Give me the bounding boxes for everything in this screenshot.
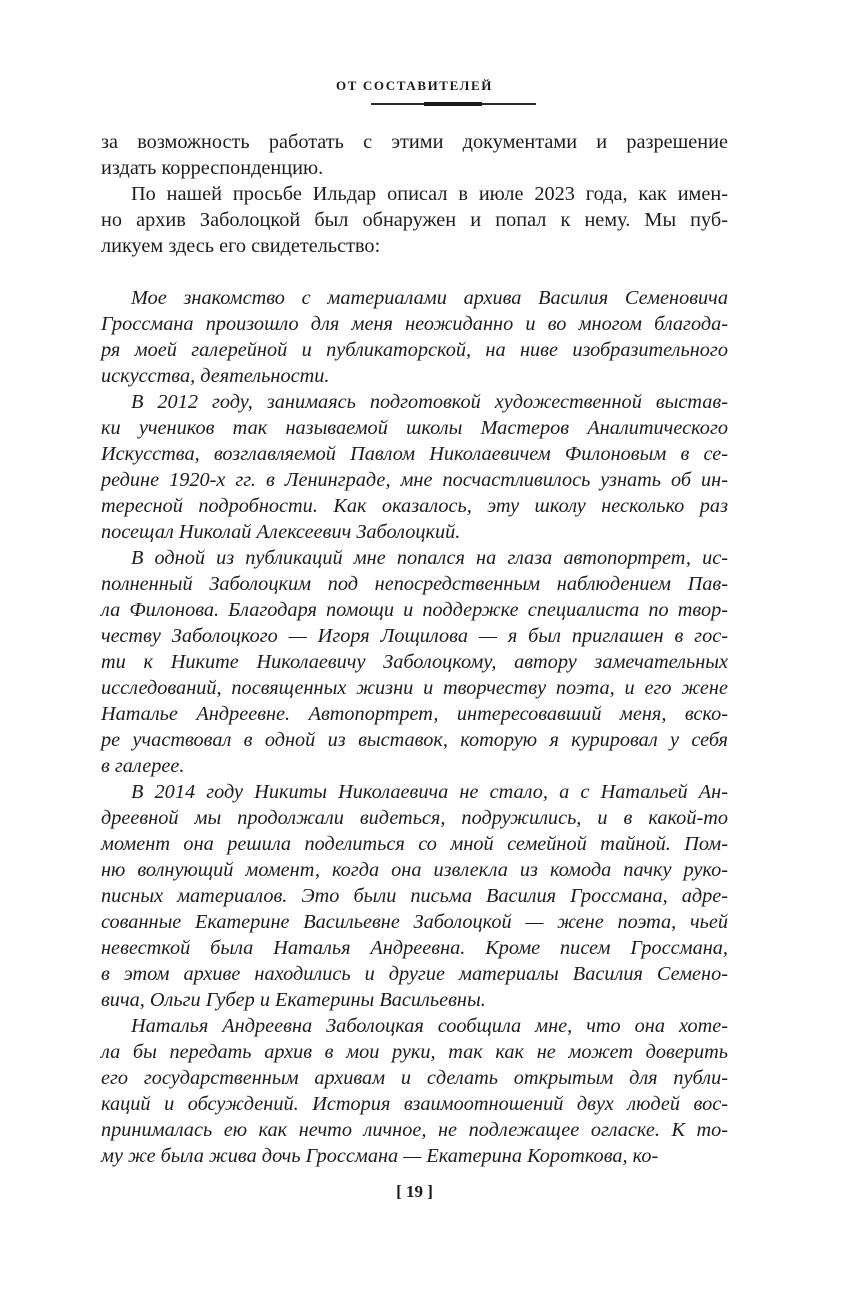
text-line: но архив Заболоцкой был обнаружен и попал к нему. Мы пуб- — [101, 209, 728, 231]
text-line: в этом архиве находились и другие материалы Василия Семено- — [101, 963, 728, 985]
page-body — [101, 129, 728, 1169]
text-line: писных материалов. Это были письма Василия Гроссмана, адре- — [101, 885, 728, 907]
text-line: В 2012 году, занимаясь подготовкой художественной выстав- — [131, 391, 728, 413]
text-line: издать корреспонденцию. — [101, 157, 324, 179]
text-line: В одной из публикаций мне попался на глаза автопортрет, ис- — [131, 547, 728, 569]
text-line: тересной подробности. Как оказалось, эту школу несколько раз — [101, 495, 728, 517]
section-gap — [101, 259, 728, 285]
text-line: искусства, деятельности. — [101, 365, 330, 387]
running-head: ОТ СОСТАВИТЕЛЕЙ — [336, 78, 493, 93]
text-line: ки учеников так называемой школы Мастеров Аналитического — [101, 417, 728, 439]
intro-text — [101, 129, 728, 259]
text-line: момент она решила поделиться со мной семейной тайной. Пом- — [101, 833, 728, 855]
text-line: В 2014 году Никиты Николаевича не стало, а с Натальей Ан- — [131, 781, 728, 803]
paragraph — [101, 129, 728, 181]
text-line: Наталья Андреевна Заболоцкая сообщила мне, что она хоте- — [131, 1015, 728, 1037]
header-rule-divider — [371, 103, 536, 105]
text-line: принималась ею как нечто личное, не подлежащее огласке. К то- — [101, 1119, 728, 1141]
paragraph — [101, 285, 728, 389]
text-line: ликуем здесь его свидетельство: — [101, 235, 381, 257]
text-line: полненный Заболоцким под непосредственным наблюдением Пав- — [101, 573, 728, 595]
text-line: каций и обсуждений. История взаимоотношений двух людей вос- — [101, 1093, 728, 1115]
text-line: ла Филонова. Благодаря помощи и поддержке специалиста по твор- — [101, 599, 728, 621]
text-line: По нашей просьбе Ильдар описал в июле 2023 года, как имен- — [131, 183, 728, 205]
text-line: невесткой была Наталья Андреевна. Кроме писем Гроссмана, — [101, 937, 728, 959]
text-line: ре участвовал в одной из выставок, которую я курировал у себя — [101, 729, 728, 751]
text-line: Мое знакомство с материалами архива Василия Семеновича — [131, 287, 728, 309]
text-line: му же была жива дочь Гроссмана — Екатерина Короткова, ко- — [101, 1145, 659, 1167]
text-line: Наталье Андреевне. Автопортрет, интересовавший меня, вско- — [101, 703, 728, 725]
text-line: ню волнующий момент, когда она извлекла из комода пачку руко- — [101, 859, 728, 881]
text-line: ла бы передать архив в мои руки, так как не может доверить — [101, 1041, 728, 1063]
text-line: исследований, посвященных жизни и творчеству поэта, и его жене — [101, 677, 728, 699]
text-line: посещал Николай Алексеевич Заболоцкий. — [101, 521, 461, 543]
paragraph — [101, 779, 728, 1013]
text-line: честву Заболоцкого — Игоря Лощилова — я был приглашен в гос- — [101, 625, 728, 647]
paragraph — [101, 1013, 728, 1169]
text-line: дреевной мы продолжали видеться, подружились, и в какой-то — [101, 807, 728, 829]
text-line: сованные Екатерине Васильевне Заболоцкой — жене поэта, чьей — [101, 911, 728, 933]
text-line: ти к Никите Николаевичу Заболоцкому, автору замечательных — [101, 651, 728, 673]
text-line: ря моей галерейной и публикаторской, на ниве изобразительного — [101, 339, 728, 361]
paragraph — [101, 389, 728, 545]
text-line: Искусства, возглавляемой Павлом Николаевичем Филоновым в се- — [101, 443, 728, 465]
paragraph — [101, 545, 728, 779]
text-line: за возможность работать с этими документами и разрешение — [101, 131, 728, 153]
text-line: его государственным архивам и сделать открытым для публи- — [101, 1067, 728, 1089]
text-line: вича, Ольги Губер и Екатерины Васильевны. — [101, 989, 486, 1011]
quoted-testimony — [101, 285, 728, 1169]
paragraph — [101, 181, 728, 259]
text-line: Гроссмана произошло для меня неожиданно и во многом благода- — [101, 313, 728, 335]
text-line: редине 1920-х гг. в Ленинграде, мне посчастливилось узнать об ин- — [101, 469, 728, 491]
page-number: [ 19 ] — [396, 1182, 433, 1201]
text-line: в галерее. — [101, 755, 185, 777]
